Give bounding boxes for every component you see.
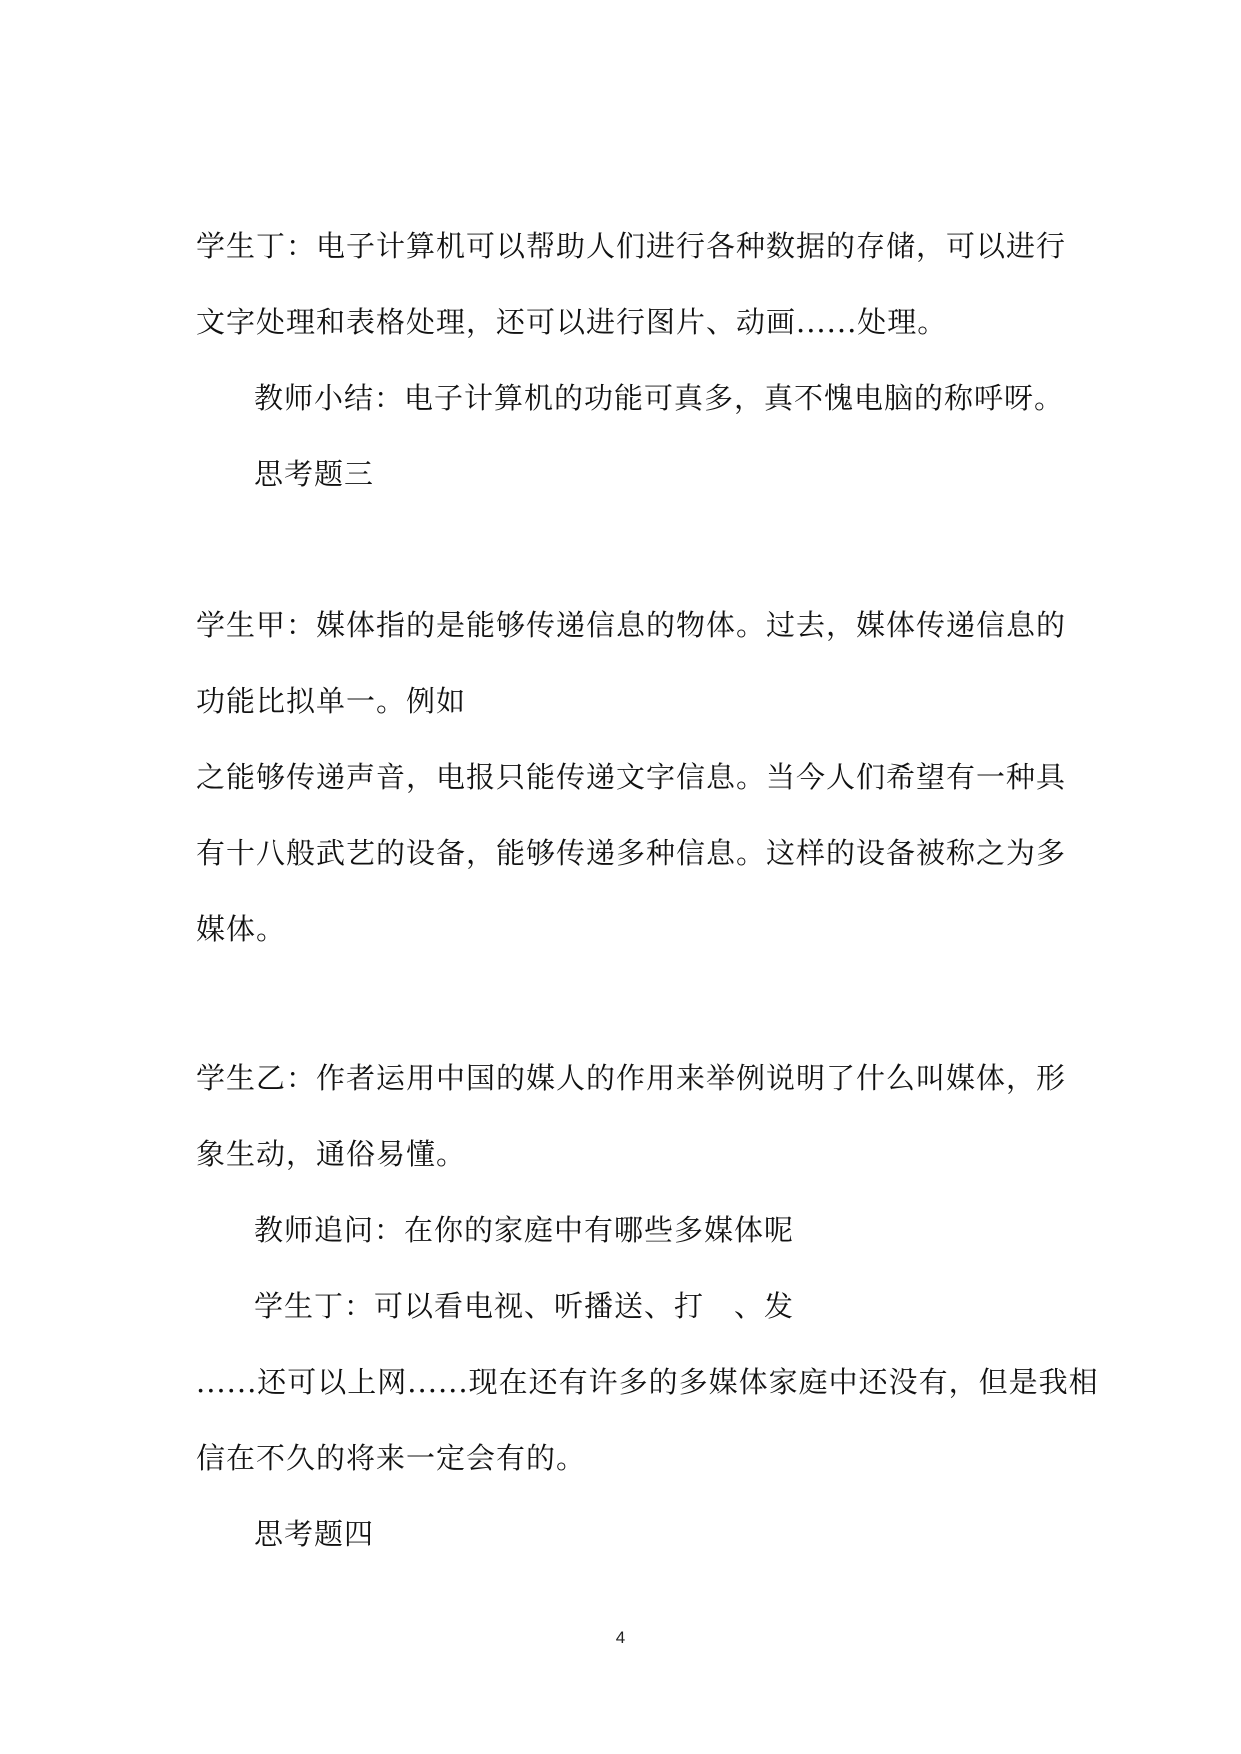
section-heading: 思考题三 [254, 457, 375, 491]
text-line: 媒体。 [196, 912, 287, 946]
text-line: 象生动，通俗易懂。 [196, 1137, 467, 1171]
text-line: 学生丁：可以看电视、听播送、打 、发 [254, 1289, 795, 1323]
text-line: 教师小结：电子计算机的功能可真多，真不愧电脑的称呼呀。 [254, 381, 1065, 415]
section-heading: 思考题四 [254, 1517, 375, 1551]
text-line: 学生乙：作者运用中国的媒人的作用来举例说明了什么叫媒体，形 [196, 1061, 1067, 1095]
text-line: ......还可以上网......现在还有许多的多媒体家庭中还没有，但是我相 [196, 1365, 1099, 1399]
text-line: 学生丁：电子计算机可以帮助人们进行各种数据的存储，可以进行 [196, 229, 1067, 263]
text-line: 教师追问：在你的家庭中有哪些多媒体呢 [254, 1213, 795, 1247]
text-line: 有十八般武艺的设备，能够传递多种信息。这样的设备被称之为多 [196, 836, 1067, 870]
text-line: 之能够传递声音，电报只能传递文字信息。当今人们希望有一种具 [196, 760, 1067, 794]
text-line: 学生甲：媒体指的是能够传递信息的物体。过去，媒体传递信息的 [196, 608, 1067, 642]
text-line: 文字处理和表格处理，还可以进行图片、动画......处理。 [196, 305, 948, 339]
text-line: 功能比拟单一。例如 [196, 684, 467, 718]
page-number: 4 [615, 1628, 626, 1647]
text-line: 信在不久的将来一定会有的。 [196, 1441, 587, 1475]
